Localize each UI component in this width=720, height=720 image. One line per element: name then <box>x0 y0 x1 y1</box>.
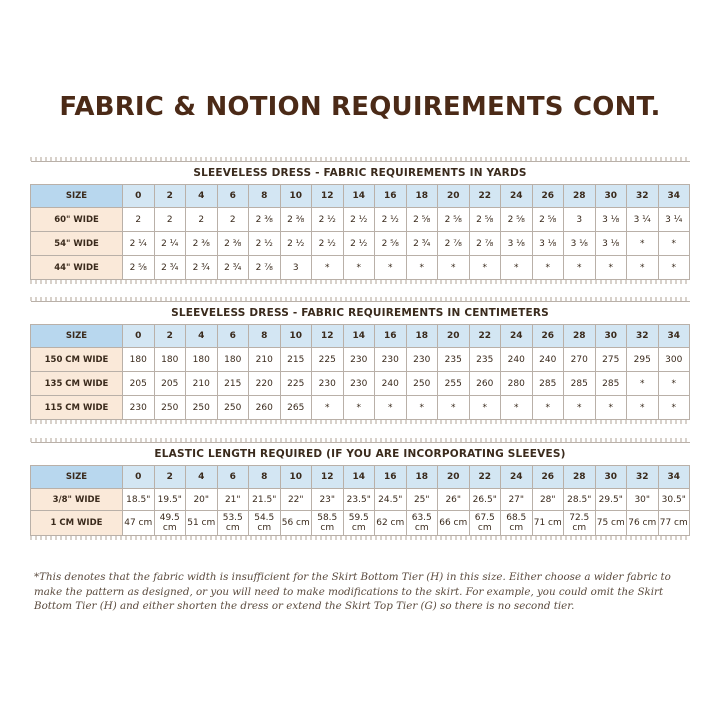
table-cell: 56 cm <box>280 511 312 536</box>
table-cell: * <box>406 396 438 420</box>
size-header-cell: 4 <box>186 466 218 489</box>
size-header-cell: 2 <box>154 185 186 208</box>
table-cell: * <box>438 256 470 280</box>
size-header-cell: 8 <box>249 185 281 208</box>
table-cell: * <box>469 396 501 420</box>
table-cell: * <box>564 396 596 420</box>
table-cell: * <box>343 396 375 420</box>
requirements-table <box>30 161 690 280</box>
size-header-cell: 6 <box>217 325 249 348</box>
table-cell: 230 <box>343 372 375 396</box>
table-cell: 2 ⅞ <box>249 256 281 280</box>
row-label: 1 CM WIDE <box>31 511 123 536</box>
table-cell: 28" <box>532 489 564 511</box>
table-cell: * <box>658 232 690 256</box>
table-cell: 53.5 cm <box>217 511 249 536</box>
table-cell: * <box>595 396 627 420</box>
table-cell: 2 ¼ <box>154 232 186 256</box>
table-cell: 2 ⅝ <box>123 256 155 280</box>
size-header-cell: 14 <box>343 466 375 489</box>
size-header-cell: 34 <box>658 325 690 348</box>
table-cell: * <box>532 396 564 420</box>
table-caption: ELASTIC LENGTH REQUIRED (IF YOU ARE INCORPORATING SLEEVES) <box>31 443 690 466</box>
table-cell: 250 <box>217 396 249 420</box>
table-cell: 3 ⅛ <box>501 232 533 256</box>
table-row <box>31 232 690 256</box>
table-cell: 2 <box>186 208 218 232</box>
table-cell: * <box>627 256 659 280</box>
table-cell: 2 ½ <box>249 232 281 256</box>
size-header-cell: 12 <box>312 185 344 208</box>
table-cell: 47 cm <box>123 511 155 536</box>
size-header-cell: 34 <box>658 185 690 208</box>
table-cell: 25" <box>406 489 438 511</box>
table-cell: 22" <box>280 489 312 511</box>
table-cell: * <box>658 256 690 280</box>
table-cell: 285 <box>532 372 564 396</box>
table-cell: 20" <box>186 489 218 511</box>
table-cell: * <box>343 256 375 280</box>
table-cell: 2 ½ <box>280 232 312 256</box>
table-cell: 230 <box>343 348 375 372</box>
table-edge-bottom <box>30 420 690 424</box>
size-header-cell: 10 <box>280 185 312 208</box>
table-cell: 24.5" <box>375 489 407 511</box>
table-cell: 225 <box>312 348 344 372</box>
table-cell: 72.5 cm <box>564 511 596 536</box>
table-cell: * <box>658 396 690 420</box>
size-header-cell: 14 <box>343 325 375 348</box>
table-cell: 255 <box>438 372 470 396</box>
page-title: FABRIC & NOTION REQUIREMENTS CONT. <box>59 92 661 122</box>
table-cell: 2 ⅝ <box>438 208 470 232</box>
size-header-label: SIZE <box>31 185 123 208</box>
table-edge-top <box>30 297 690 301</box>
size-header-cell: 32 <box>627 325 659 348</box>
table-cell: 2 ⅜ <box>249 208 281 232</box>
table-cell: 2 ½ <box>343 208 375 232</box>
size-header-cell: 26 <box>532 325 564 348</box>
table-cell: 240 <box>501 348 533 372</box>
table-cell: 71 cm <box>532 511 564 536</box>
size-header-cell: 4 <box>186 325 218 348</box>
table-cell: 235 <box>469 348 501 372</box>
table-cell: 2 ⅞ <box>438 232 470 256</box>
yards-table <box>30 157 690 284</box>
table-edge-bottom <box>30 536 690 540</box>
table-cell: 63.5 cm <box>406 511 438 536</box>
table-cell: 2 ¾ <box>406 232 438 256</box>
table-cell: 2 ¾ <box>217 256 249 280</box>
table-cell: * <box>438 396 470 420</box>
size-header-cell: 22 <box>469 185 501 208</box>
table-cell: 180 <box>123 348 155 372</box>
table-cell: 2 ⅝ <box>532 208 564 232</box>
table-cell: * <box>312 396 344 420</box>
table-cell: 2 ¾ <box>186 256 218 280</box>
size-header-cell: 28 <box>564 185 596 208</box>
table-row <box>31 511 690 536</box>
table-cell: * <box>627 372 659 396</box>
table-cell: 3 <box>564 208 596 232</box>
size-header-cell: 6 <box>217 466 249 489</box>
row-label: 115 CM WIDE <box>31 396 123 420</box>
table-cell: 3 ¼ <box>658 208 690 232</box>
centimeters-table <box>30 297 690 424</box>
table-edge-bottom <box>30 280 690 284</box>
table-cell: 280 <box>501 372 533 396</box>
table-cell: 68.5 cm <box>501 511 533 536</box>
table-cell: 30" <box>627 489 659 511</box>
table-cell: 275 <box>595 348 627 372</box>
table-cell: * <box>501 396 533 420</box>
table-cell: 260 <box>249 396 281 420</box>
table-cell: 2 ½ <box>312 208 344 232</box>
table-edge-top <box>30 157 690 161</box>
table-cell: * <box>375 256 407 280</box>
table-cell: 3 ¼ <box>627 208 659 232</box>
table-row <box>31 372 690 396</box>
table-cell: 75 cm <box>595 511 627 536</box>
table-cell: 3 ⅛ <box>595 232 627 256</box>
table-cell: 220 <box>249 372 281 396</box>
table-cell: 54.5 cm <box>249 511 281 536</box>
table-cell: 2 ⅝ <box>406 208 438 232</box>
row-label: 150 CM WIDE <box>31 348 123 372</box>
table-cell: * <box>658 372 690 396</box>
size-header-cell: 30 <box>595 325 627 348</box>
table-cell: 21.5" <box>249 489 281 511</box>
size-header-cell: 30 <box>595 466 627 489</box>
requirements-table <box>30 301 690 420</box>
size-header-cell: 28 <box>564 466 596 489</box>
size-header-cell: 4 <box>186 185 218 208</box>
table-cell: 2 ¼ <box>123 232 155 256</box>
size-header-label: SIZE <box>31 466 123 489</box>
size-header-cell: 16 <box>375 185 407 208</box>
table-cell: 66 cm <box>438 511 470 536</box>
table-cell: * <box>469 256 501 280</box>
size-header-cell: 22 <box>469 325 501 348</box>
row-label: 3/8" WIDE <box>31 489 123 511</box>
size-header-row <box>31 185 690 208</box>
table-cell: 2 ⅝ <box>375 232 407 256</box>
table-cell: 2 <box>154 208 186 232</box>
requirements-table <box>30 442 690 536</box>
table-cell: 29.5" <box>595 489 627 511</box>
size-header-cell: 12 <box>312 466 344 489</box>
table-cell: 225 <box>280 372 312 396</box>
table-cell: 67.5 cm <box>469 511 501 536</box>
table-cell: * <box>375 396 407 420</box>
table-cell: 2 <box>123 208 155 232</box>
table-cell: 250 <box>406 372 438 396</box>
table-cell: 2 ⅜ <box>186 232 218 256</box>
table-row <box>31 256 690 280</box>
table-cell: 19.5" <box>154 489 186 511</box>
table-cell: 240 <box>532 348 564 372</box>
table-cell: 62 cm <box>375 511 407 536</box>
size-header-cell: 2 <box>154 325 186 348</box>
table-cell: 3 <box>280 256 312 280</box>
table-cell: 23" <box>312 489 344 511</box>
table-cell: 3 ⅛ <box>564 232 596 256</box>
size-header-cell: 20 <box>438 185 470 208</box>
size-header-cell: 20 <box>438 325 470 348</box>
table-cell: * <box>595 256 627 280</box>
table-cell: 3 ⅛ <box>595 208 627 232</box>
row-label: 60" WIDE <box>31 208 123 232</box>
table-cell: * <box>627 232 659 256</box>
table-cell: 2 ⅞ <box>469 232 501 256</box>
table-cell: * <box>532 256 564 280</box>
size-header-cell: 30 <box>595 185 627 208</box>
table-cell: 285 <box>595 372 627 396</box>
table-row <box>31 208 690 232</box>
table-cell: 26.5" <box>469 489 501 511</box>
table-cell: 230 <box>406 348 438 372</box>
table-cell: 58.5 cm <box>312 511 344 536</box>
table-cell: 230 <box>123 396 155 420</box>
table-cell: 215 <box>280 348 312 372</box>
table-cell: 215 <box>217 372 249 396</box>
table-cell: 180 <box>186 348 218 372</box>
footnote: *This denotes that the fabric width is insufficient for the Skirt Bottom Tier (H) in this size. Either choose a wider fabric to make the pattern as designed, or you will need to make modifications to the skirt. For example, you could omit the Skirt Bottom Tier (H) and either shorten the dress or extend the Skirt Top Tier (G) so there is no second tier. <box>34 571 671 612</box>
table-cell: 2 <box>217 208 249 232</box>
table-cell: 180 <box>217 348 249 372</box>
table-cell: * <box>312 256 344 280</box>
row-label: 135 CM WIDE <box>31 372 123 396</box>
table-cell: * <box>627 396 659 420</box>
table-cell: 49.5 cm <box>154 511 186 536</box>
size-header-label: SIZE <box>31 325 123 348</box>
table-cell: 285 <box>564 372 596 396</box>
table-cell: 2 ⅝ <box>469 208 501 232</box>
table-cell: 77 cm <box>658 511 690 536</box>
table-row <box>31 396 690 420</box>
table-cell: * <box>406 256 438 280</box>
size-header-cell: 18 <box>406 325 438 348</box>
table-cell: 300 <box>658 348 690 372</box>
size-header-cell: 26 <box>532 466 564 489</box>
table-cell: 2 ¾ <box>154 256 186 280</box>
table-cell: 270 <box>564 348 596 372</box>
table-cell: 26" <box>438 489 470 511</box>
size-header-cell: 18 <box>406 466 438 489</box>
table-row <box>31 348 690 372</box>
elastic-table <box>30 438 690 540</box>
table-cell: 265 <box>280 396 312 420</box>
table-cell: 2 ½ <box>375 208 407 232</box>
table-cell: 27" <box>501 489 533 511</box>
table-caption: SLEEVELESS DRESS - FABRIC REQUIREMENTS IN YARDS <box>31 162 690 185</box>
table-edge-top <box>30 438 690 442</box>
size-header-cell: 18 <box>406 185 438 208</box>
table-cell: 21" <box>217 489 249 511</box>
size-header-cell: 10 <box>280 466 312 489</box>
table-cell: * <box>564 256 596 280</box>
size-header-cell: 22 <box>469 466 501 489</box>
table-cell: 3 ⅛ <box>532 232 564 256</box>
table-cell: 59.5 cm <box>343 511 375 536</box>
size-header-cell: 14 <box>343 185 375 208</box>
size-header-cell: 16 <box>375 466 407 489</box>
table-cell: 2 ⅜ <box>217 232 249 256</box>
table-cell: 240 <box>375 372 407 396</box>
row-label: 44" WIDE <box>31 256 123 280</box>
size-header-cell: 28 <box>564 325 596 348</box>
table-cell: * <box>501 256 533 280</box>
size-header-row <box>31 325 690 348</box>
size-header-cell: 32 <box>627 466 659 489</box>
size-header-cell: 24 <box>501 185 533 208</box>
table-cell: 30.5" <box>658 489 690 511</box>
size-header-cell: 10 <box>280 325 312 348</box>
size-header-cell: 8 <box>249 325 281 348</box>
size-header-cell: 32 <box>627 185 659 208</box>
table-cell: 2 ½ <box>343 232 375 256</box>
table-cell: 235 <box>438 348 470 372</box>
size-header-cell: 24 <box>501 466 533 489</box>
table-cell: 250 <box>186 396 218 420</box>
size-header-cell: 12 <box>312 325 344 348</box>
table-cell: 28.5" <box>564 489 596 511</box>
size-header-cell: 2 <box>154 466 186 489</box>
size-header-cell: 16 <box>375 325 407 348</box>
table-caption: SLEEVELESS DRESS - FABRIC REQUIREMENTS IN CENTIMETERS <box>31 302 690 325</box>
table-cell: 180 <box>154 348 186 372</box>
size-header-row <box>31 466 690 489</box>
table-cell: 23.5" <box>343 489 375 511</box>
size-header-cell: 0 <box>123 185 155 208</box>
row-label: 54" WIDE <box>31 232 123 256</box>
table-cell: 210 <box>249 348 281 372</box>
table-cell: 230 <box>375 348 407 372</box>
size-header-cell: 20 <box>438 466 470 489</box>
size-header-cell: 24 <box>501 325 533 348</box>
table-cell: 2 ½ <box>312 232 344 256</box>
size-header-cell: 8 <box>249 466 281 489</box>
table-row <box>31 489 690 511</box>
table-cell: 205 <box>123 372 155 396</box>
table-cell: 76 cm <box>627 511 659 536</box>
table-cell: 260 <box>469 372 501 396</box>
table-cell: 210 <box>186 372 218 396</box>
table-cell: 2 ⅜ <box>280 208 312 232</box>
size-header-cell: 0 <box>123 325 155 348</box>
table-cell: 230 <box>312 372 344 396</box>
size-header-cell: 26 <box>532 185 564 208</box>
size-header-cell: 0 <box>123 466 155 489</box>
size-header-cell: 34 <box>658 466 690 489</box>
table-cell: 295 <box>627 348 659 372</box>
table-cell: 205 <box>154 372 186 396</box>
size-header-cell: 6 <box>217 185 249 208</box>
table-cell: 18.5" <box>123 489 155 511</box>
table-cell: 51 cm <box>186 511 218 536</box>
table-cell: 2 ⅝ <box>501 208 533 232</box>
table-cell: 250 <box>154 396 186 420</box>
